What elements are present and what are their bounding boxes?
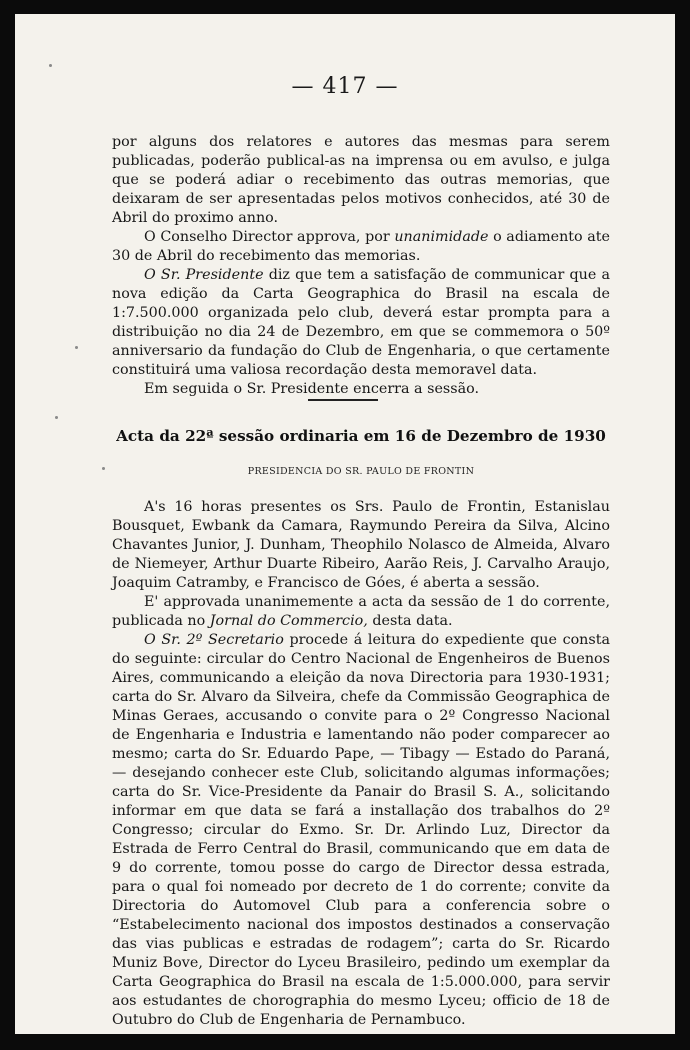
paragraph-minutes-approval — [112, 593, 610, 631]
paragraph-council-approval — [112, 228, 610, 266]
paragraph-council-approval-emphasis: unanimidade — [394, 229, 489, 245]
paragraph-president-announcement — [112, 266, 610, 380]
minutes-heading: Acta da 22ª sessão ordinaria em 16 de Dezembro de 1930 — [116, 427, 606, 445]
upper-text-block — [112, 133, 610, 399]
paragraph-council-approval-start: O Conselho Director approva, por — [144, 229, 395, 245]
presidency-subheading: PRESIDENCIA DO SR. PAULO DE FRONTIN — [247, 466, 475, 477]
paper-speck — [75, 346, 78, 349]
section-divider — [308, 399, 378, 401]
paragraph-secretary-speaker: O Sr. 2º Secretario — [144, 632, 284, 648]
paper-speck — [102, 467, 105, 470]
paragraph-correspondence — [112, 631, 610, 1030]
paragraph-council-approval-end: o adiamento ate 30 de Abril do recebimento das memorias. — [112, 229, 611, 264]
paragraph-correspondence-text: procede á leitura do expediente que consta do seguinte: circular do Centro Nacional de Engenheiros de Buenos Aires, communicando a eleição da nova Directoria para 1930-1931; carta do Sr. Alvaro da Silveira, chefe da Commissão Geographica de Minas Geraes, accusando o convite para o 2º Congresso Nacional de Engenharia e Industria e lamentando não poder comparecer ao mesmo; carta do Sr. Eduardo Pape, — Tibagy — Estado do Paraná, — desejando conhecer este Club, solicitando algumas informações; carta do Sr. Vice-Presidente da Panair do Brasil S. A., solicitando informar em que data se fará a installação dos trabalhos do 2º Congresso; circular do Exmo. Sr. Dr. Arlindo Luz, Director da Estrada de Ferro Central do Brasil, communicando que em data de 9 do corrente, tomou posse do cargo de Director dessa estrada, para o qual foi nomeado por decreto de 1 do corrente; convite da Directoria do Automovel Club para a conferencia sobre o “Estabelecimento nacional dos impostos destinados a conservação das vias publicas e estradas de rodagem”; carta do Sr. Ricardo Muniz Bove, Director do Lyceu Brasileiro, pedindo um exemplar da Carta Geographica do Brasil na escala de 1:5.000.000, para servir aos estudantes de chorographia do mesmo Lyceu; officio de 18 de Outubro do Club de Engenharia de Pernambuco. — [112, 632, 610, 1028]
paragraph-minutes-approval-end: desta data. — [367, 613, 453, 629]
paper-speck — [55, 416, 58, 419]
paragraph-attendance: A's 16 horas presentes os Srs. Paulo de Frontin, Estanislau Bousquet, Ewbank da Camara, Raymundo Pereira da Silva, Alcino Chavantes Junior, J. Dunham, Theophilo Nolasco de Almeida, Alvaro de Niemeyer, Arthur Duarte Ribeiro, Aarão Reis, J. Carvalho Araujo, Joaquim Catramby, e Francisco de Góes, é aberta a sessão. — [112, 499, 610, 591]
lower-text-block — [112, 498, 610, 1030]
paragraph-session-close: Em seguida o Sr. Presidente encerra a sessão. — [144, 381, 480, 397]
paragraph-president-text: diz que tem a satisfação de communicar que a nova edição da Carta Geographica do Brasil na escala de 1:7.500.000 organizada pelo club, deverá estar prompta para a distribuição no dia 24 de Dezembro, em que se commemora o 50º anniversario da fundação do Club de Engenharia, o que certamente constituirá uma valiosa recordação desta memoravel data. — [112, 267, 610, 378]
page-number: — 417 — — [291, 74, 399, 99]
paragraph-continuation: por alguns dos relatores e autores das mesmas para serem publicadas, poderão publical-as na imprensa ou em avulso, e julga que se poderá adiar o recebimento das outras memorias, que deixaram de ser apresentadas pelos motivos conhecidos, até 30 de Abril do proximo anno. — [112, 134, 610, 226]
paper-speck — [49, 64, 52, 67]
paragraph-minutes-approval-start: E' approvada unanimemente a acta da sessão de 1 do corrente, publicada no — [112, 594, 610, 629]
document-page — [15, 14, 675, 1034]
paragraph-president-speaker: O Sr. Presidente — [144, 267, 264, 283]
paragraph-newspaper-name: Jornal do Commercio, — [209, 613, 368, 629]
